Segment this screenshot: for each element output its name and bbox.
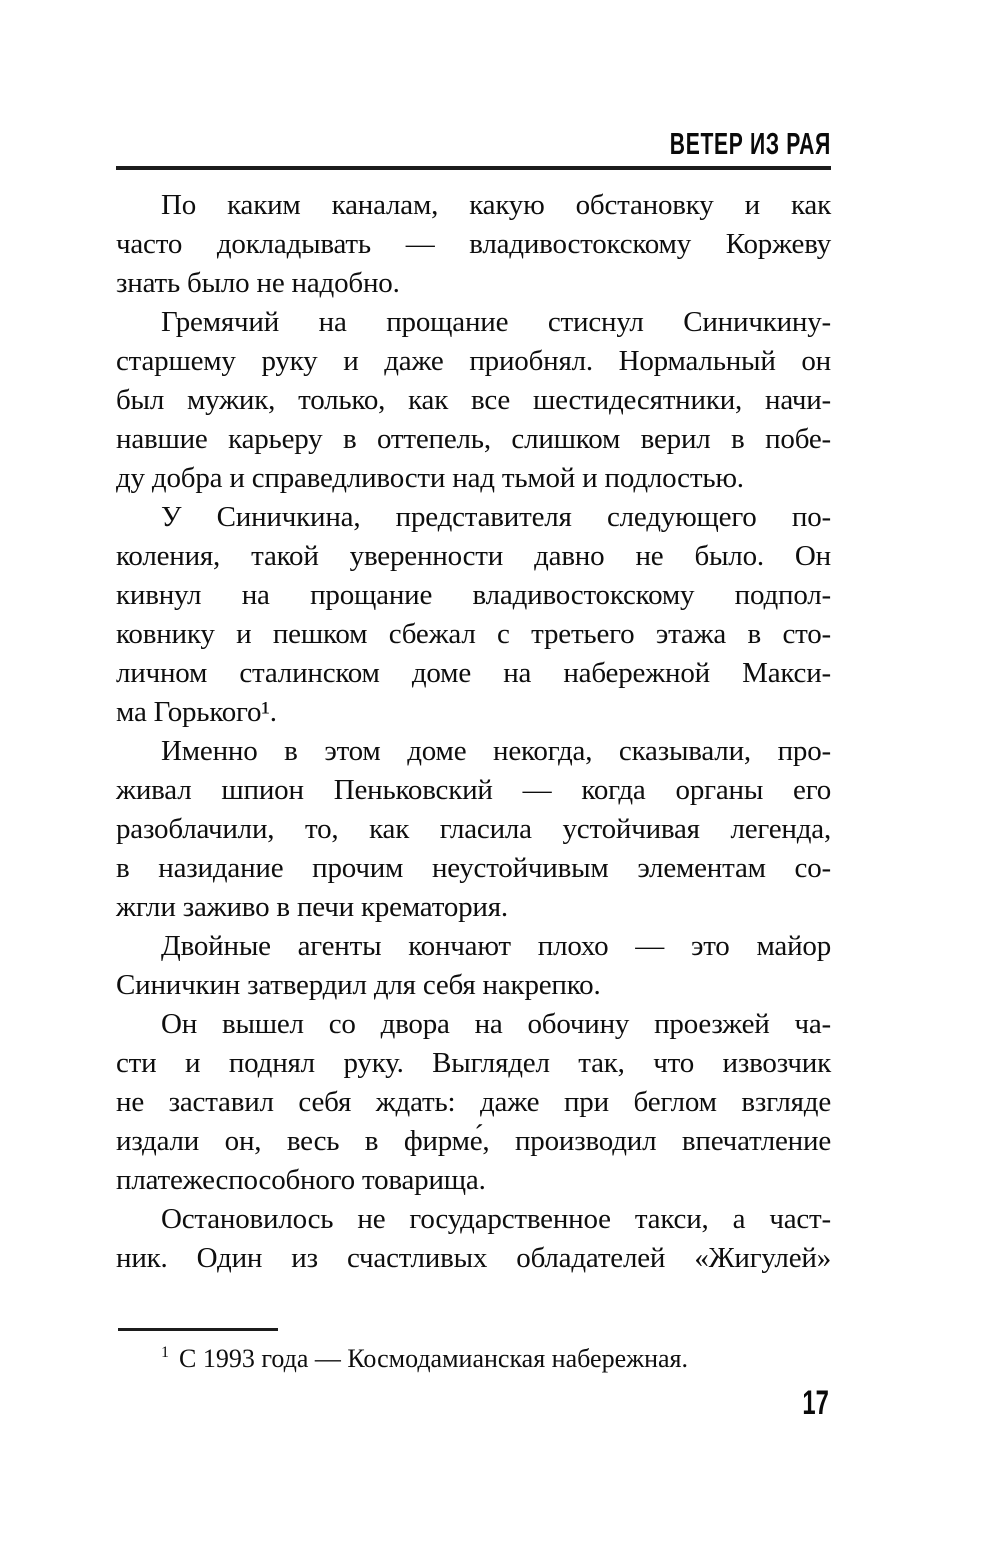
text-line: ковнику и пешком сбежал с третьего этажа в сто- [116, 618, 831, 650]
text-line: был мужик, только, как все шестидесятники, начи- [116, 384, 831, 416]
text-line: Он вышел со двора на обочину проезжей ча- [161, 1008, 831, 1040]
paragraph [116, 186, 831, 303]
header-rule [116, 166, 831, 170]
footnote-marker: 1 [161, 1344, 169, 1362]
text-line: Остановилось не государственное такси, а част- [161, 1203, 831, 1235]
text-line: кивнул на прощание владивостокскому подпол- [116, 579, 831, 611]
footnote-rule [118, 1328, 278, 1331]
text-line: часто докладывать — владивостокскому Коржеву [116, 228, 831, 260]
text-line: По каким каналам, какую обстановку и как [161, 189, 831, 221]
text-line: платежеспособного товарища. [116, 1164, 486, 1196]
text-line: старшему руку и даже приобнял. Нормальный он [116, 345, 831, 377]
text-line: ма Горького¹. [116, 696, 277, 728]
text-line: Именно в этом доме некогда, сказывали, про- [161, 735, 831, 767]
text-line: издали он, весь в фирме́, производил впечатление [116, 1125, 831, 1157]
text-line: не заставил себя ждать: даже при беглом взгляде [116, 1086, 831, 1118]
text-line: живал шпион Пеньковский — когда органы его [116, 774, 831, 806]
text-line: У Синичкина, представителя следующего по- [161, 501, 831, 533]
text-line: сти и поднял руку. Выглядел так, что извозчик [116, 1047, 831, 1079]
text-line: знать было не надобно. [116, 267, 400, 299]
page-number: 17 [802, 1384, 829, 1422]
text-line: Синичкин затвердил для себя накрепко. [116, 969, 601, 1001]
footnote [116, 1342, 831, 1376]
text-line: ду добра и справедливости над тьмой и подлостью. [116, 462, 744, 494]
paragraph [116, 1005, 831, 1200]
paragraph [116, 732, 831, 927]
text-line: навшие карьеру в оттепель, слишком верил в побе- [116, 423, 831, 455]
text-line: личном сталинском доме на набережной Макси- [116, 657, 831, 689]
footnote-text: С 1993 года — Космодамианская набережная. [179, 1344, 688, 1373]
text-line: разоблачили, то, как гласила устойчивая легенда, [116, 813, 831, 845]
body-text [116, 186, 831, 1278]
text-line: Гремячий на прощание стиснул Синичкину- [161, 306, 831, 338]
text-line: Двойные агенты кончают плохо — это майор [161, 930, 831, 962]
running-head: ВЕТЕР ИЗ РАЯ [669, 126, 831, 161]
text-line: в назидание прочим неустойчивым элементам со- [116, 852, 831, 884]
paragraph [116, 303, 831, 498]
text-line: коления, такой уверенности давно не было. Он [116, 540, 831, 572]
paragraph [116, 498, 831, 732]
paragraph [116, 927, 831, 1005]
text-line: ник. Один из счастливых обладателей «Жигулей» [116, 1242, 831, 1274]
paragraph [116, 1200, 831, 1278]
text-line: жгли заживо в печи крематория. [116, 891, 508, 923]
